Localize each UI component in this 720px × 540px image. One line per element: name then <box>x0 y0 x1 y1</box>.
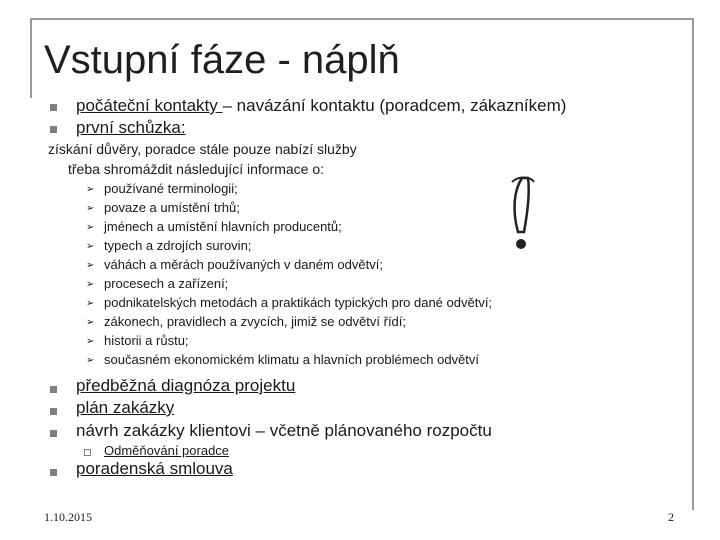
bullet-link[interactable]: počáteční kontakty <box>76 96 223 115</box>
arrow-bullet-icon: ➢ <box>86 336 95 347</box>
bullet-square-icon <box>50 126 57 133</box>
info-item: podnikatelských metodách a praktikách typických pro dané odvětví; <box>104 295 493 310</box>
bullet-item <box>76 97 566 116</box>
intro-line-1: získání důvěry, poradce stále pouze nabízí služby <box>48 141 357 157</box>
bullet-link[interactable]: první schůzka: <box>76 118 186 137</box>
hollow-square-icon <box>84 449 91 456</box>
arrow-bullet-icon: ➢ <box>86 222 95 233</box>
bullet-square-icon <box>50 104 57 111</box>
info-item: historii a růstu; <box>104 333 189 348</box>
arrow-bullet-icon: ➢ <box>86 203 95 214</box>
bullet-text: návrh zakázky klientovi – včetně plánovaného rozpočtu <box>76 421 492 440</box>
arrow-bullet-icon: ➢ <box>86 184 95 195</box>
info-item: zákonech, pravidlech a zvycích, jimiž se odvětví řídí; <box>104 314 407 329</box>
exclamation-mark-icon <box>500 170 550 255</box>
intro-line-2: třeba shromáždit následující informace o: <box>68 161 325 177</box>
arrow-bullet-icon: ➢ <box>86 241 95 252</box>
page-number: 2 <box>668 510 674 524</box>
arrow-bullet-icon: ➢ <box>86 317 95 328</box>
info-item: povaze a umístění trhů; <box>104 200 240 215</box>
info-item: typech a zdrojích surovin; <box>104 238 252 253</box>
footer-date: 1.10.2015 <box>44 510 92 524</box>
bullet-link[interactable]: poradenská smlouva <box>76 459 233 478</box>
arrow-bullet-icon: ➢ <box>86 298 95 309</box>
info-item: váhách a měrách používaných v daném odvětví; <box>104 257 383 272</box>
bullet-square-icon <box>50 386 57 393</box>
bullet-text: – navázání kontaktu (poradcem, zákazníkem) <box>222 96 567 115</box>
bullet-square-icon <box>50 430 57 437</box>
frame-top-line <box>30 18 694 20</box>
slide-title: Vstupní fáze - náplň <box>44 38 400 82</box>
arrow-bullet-icon: ➢ <box>86 279 95 290</box>
frame-left-line <box>30 18 32 98</box>
info-item: používané terminologii; <box>104 181 238 196</box>
bullet-link[interactable]: plán zakázky <box>76 398 175 417</box>
bullet-square-icon <box>50 469 57 476</box>
sub-bullet-link[interactable]: Odměňování poradce <box>104 443 230 458</box>
info-item: procesech a zařízení; <box>104 276 229 291</box>
bullet-square-icon <box>50 408 57 415</box>
arrow-bullet-icon: ➢ <box>86 260 95 271</box>
info-item: současném ekonomickém klimatu a hlavních problémech odvětví <box>104 352 480 367</box>
info-item: jménech a umístění hlavních producentů; <box>104 219 342 234</box>
bullet-item <box>76 119 186 138</box>
arrow-bullet-icon: ➢ <box>86 355 95 366</box>
frame-right-line <box>692 18 694 510</box>
bullet-link[interactable]: předběžná diagnóza projektu <box>76 376 296 395</box>
